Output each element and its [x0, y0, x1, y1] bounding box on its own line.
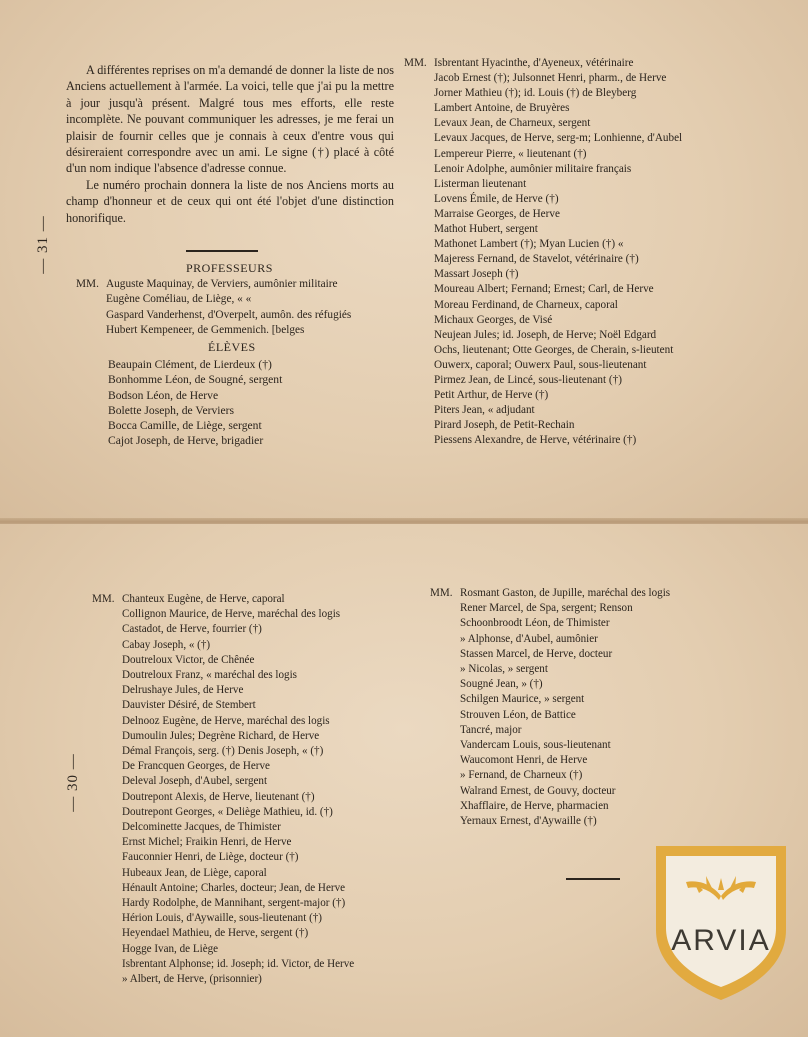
- list-item: Tancré, major: [460, 723, 522, 736]
- list-item: Dumoulin Jules; Degrène Richard, de Herve: [122, 729, 320, 742]
- shield-icon: [648, 838, 794, 1004]
- right-column-31: [404, 56, 682, 448]
- list-item: Jacob Ernest (†); Julsonnet Henri, pharm., de Herve: [434, 72, 667, 85]
- list-item: Cabay Joseph, « (†): [122, 638, 211, 651]
- list-item: Sougné Jean, » (†): [460, 678, 543, 691]
- list-item: Heyendael Mathieu, de Herve, sergent (†): [122, 927, 309, 940]
- list-item: Schilgen Maurice, » sergent: [460, 693, 585, 706]
- heading-professeurs: PROFESSEURS: [186, 261, 273, 275]
- list-item: Lambert Antoine, de Bruyères: [434, 102, 570, 115]
- mm-label: MM.: [76, 278, 99, 290]
- list-item: Doutrepont Alexis, de Herve, lieutenant (†): [122, 790, 315, 803]
- list-item: Piessens Alexandre, de Herve, vétérinaire (†): [434, 434, 637, 447]
- list-item: Bonhomme Léon, de Sougné, sergent: [108, 373, 283, 387]
- right-column-30: [430, 586, 670, 829]
- list-item: Vandercam Louis, sous-lieutenant: [460, 739, 611, 752]
- list-item: Castadot, de Herve, fourrier (†): [122, 623, 262, 636]
- list-item: Ernst Michel; Fraikin Henri, de Herve: [122, 836, 292, 849]
- mm-label: MM.: [92, 593, 115, 605]
- list-item: Piters Jean, « adjudant: [434, 404, 535, 417]
- list-item: Ouwerx, caporal; Ouwerx Paul, sous-lieutenant: [434, 358, 647, 371]
- list-item: Cajot Joseph, de Herve, brigadier: [108, 434, 264, 448]
- list-item: Bocca Camille, de Liège, sergent: [108, 419, 262, 433]
- list-item: Gaspard Vanderhenst, d'Overpelt, aumôn. des réfugiés: [106, 308, 352, 321]
- page-number-30: — 30 —: [64, 753, 81, 812]
- list-item: Hubeaux Jean, de Liège, caporal: [122, 866, 267, 879]
- list-item: Majeress Fernand, de Stavelot, vétérinaire (†): [434, 253, 639, 266]
- list-item: Levaux Jean, de Charneux, sergent: [434, 117, 591, 130]
- list-item: » Nicolas, » sergent: [460, 663, 548, 676]
- list-item: Yernaux Ernest, d'Aywaille (†): [460, 815, 597, 828]
- list-item: Lempereur Pierre, « lieutenant (†): [434, 147, 587, 160]
- list-item: Bolette Joseph, de Verviers: [108, 403, 235, 417]
- list-item: MM. Auguste Maquinay, de Verviers, aumônier militaire: [76, 277, 351, 292]
- list-item: Doutrepont Georges, « Deliège Mathieu, id. (†): [122, 805, 333, 818]
- list-item: Hubert Kempeneer, de Gemmenich. [belges: [106, 323, 305, 336]
- list-item: Waucomont Henri, de Herve: [460, 754, 588, 767]
- separator-rule: [186, 250, 258, 252]
- arvia-logo: [648, 838, 794, 1004]
- left-column-30: [92, 592, 354, 987]
- list-item: Moureau Albert; Fernand; Ernest; Carl, de Herve: [434, 283, 654, 296]
- list-item: Collignon Maurice, de Herve, maréchal des logis: [122, 608, 341, 621]
- list-item: MM. Chanteux Eugène, de Herve, caporal: [92, 592, 354, 607]
- intro-paragraph-2: Le numéro prochain donnera la liste de nos Anciens morts au champ d'honneur et de ceux qui ont été l'objet d'une distinction honorifique.: [66, 177, 394, 225]
- list-item: Pirard Joseph, de Petit-Rechain: [434, 419, 575, 432]
- list-item: Eugène Coméliau, de Liège, « «: [106, 293, 252, 306]
- list-item: Fauconnier Henri, de Liège, docteur (†): [122, 851, 299, 864]
- list-item: Mathonet Lambert (†); Myan Lucien (†) «: [434, 238, 624, 251]
- professeurs-list: [76, 277, 351, 338]
- list-item: Listerman lieutenant: [434, 177, 527, 190]
- mm-label: MM.: [404, 57, 427, 69]
- list-item: » Fernand, de Charneux (†): [460, 769, 583, 782]
- list-item: Marraise Georges, de Herve: [434, 207, 560, 220]
- list-item: Mathot Hubert, sergent: [434, 223, 538, 236]
- list-item: Levaux Jacques, de Herve, serg-m; Lonhienne, d'Aubel: [434, 132, 683, 145]
- list-item: » Albert, de Herve, (prisonnier): [122, 973, 262, 986]
- list-item: Michaux Georges, de Visé: [434, 313, 553, 326]
- list-item: Jorner Mathieu (†); id. Louis (†) de Bleyberg: [434, 87, 637, 100]
- intro-text: [66, 62, 394, 226]
- list-item: Doutreloux Franz, « maréchal des logis: [122, 669, 297, 682]
- logo-wordmark: ARVIA: [671, 924, 771, 957]
- list-item: Xhafflaire, de Herve, pharmacien: [460, 799, 609, 812]
- list-item: Massart Joseph (†): [434, 268, 519, 281]
- list-item: Dauvister Désiré, de Stembert: [122, 699, 256, 712]
- list-item: Petit Arthur, de Herve (†): [434, 389, 549, 402]
- list-item: Moreau Ferdinand, de Charneux, caporal: [434, 298, 618, 311]
- page-number-31: — 31 —: [34, 215, 51, 274]
- list-item: Rener Marcel, de Spa, sergent; Renson: [460, 602, 633, 615]
- list-item: Delrushaye Jules, de Herve: [122, 684, 244, 697]
- list-item: Hénault Antoine; Charles, docteur; Jean, de Herve: [122, 881, 346, 894]
- list-item: Hardy Rodolphe, de Mannihant, sergent-major (†): [122, 897, 346, 910]
- list-item: Isbrentant Alphonse; id. Joseph; id. Victor, de Herve: [122, 957, 355, 970]
- list-item: Schoonbroodt Léon, de Thimister: [460, 617, 610, 630]
- list-item: Beaupain Clément, de Lierdeux (†): [108, 358, 272, 371]
- list-item: Démal François, serg. (†) Denis Joseph, « (†): [122, 745, 324, 758]
- list-item: » Alphonse, d'Aubel, aumônier: [460, 632, 598, 645]
- list-item: Hérion Louis, d'Aywaille, sous-lieutenant (†): [122, 912, 323, 925]
- end-rule: [566, 878, 620, 880]
- list-item: Lovens Émile, de Herve (†): [434, 192, 559, 205]
- list-item: Lenoir Adolphe, aumônier militaire français: [434, 162, 632, 175]
- list-item: Stassen Marcel, de Herve, docteur: [460, 647, 613, 660]
- list-item: Ochs, lieutenant; Otte Georges, de Cherain, s-lieutent: [434, 343, 674, 356]
- list-item: De Francquen Georges, de Herve: [122, 760, 270, 773]
- list-item: Walrand Ernest, de Gouvy, docteur: [460, 784, 616, 797]
- list-item: Neujean Jules; id. Joseph, de Herve; Noël Edgard: [434, 328, 657, 341]
- heading-eleves: ÉLÈVES: [208, 340, 256, 354]
- eleves-list: [108, 357, 282, 449]
- intro-paragraph-1: A différentes reprises on m'a demandé de donner la liste de nos Anciens actuellement à l'armée. La voici, telle que j'ai pu la mettre à jour jusqu'à présent. Malgré tous mes efforts, elle reste incomplète. Ne pouvant communiquer les adresses, je me ferai un plaisir de fournir celles que je connais à ceux d'entre vous qui désireraient correspondre avec un ami. Le signe (†) placé à côté d'un nom indique l'absence d'adresse connue.: [66, 63, 394, 176]
- list-item: Bodson Léon, de Herve: [108, 388, 219, 402]
- list-item: MM. Rosmant Gaston, de Jupille, maréchal des logis: [430, 586, 670, 601]
- list-item: Deleval Joseph, d'Aubel, sergent: [122, 775, 268, 788]
- list-item: Strouven Léon, de Battice: [460, 708, 576, 721]
- mm-label: MM.: [430, 587, 453, 599]
- list-item: Pirmez Jean, de Lincé, sous-lieutenant (†): [434, 373, 622, 386]
- list-item: Delnooz Eugène, de Herve, maréchal des logis: [122, 714, 330, 727]
- list-item: Doutreloux Victor, de Chênée: [122, 653, 255, 666]
- list-item: Hogge Ivan, de Liège: [122, 942, 219, 955]
- list-item: MM. Isbrentant Hyacinthe, d'Ayeneux, vétérinaire: [404, 56, 682, 71]
- list-item: Delcominette Jacques, de Thimister: [122, 821, 281, 834]
